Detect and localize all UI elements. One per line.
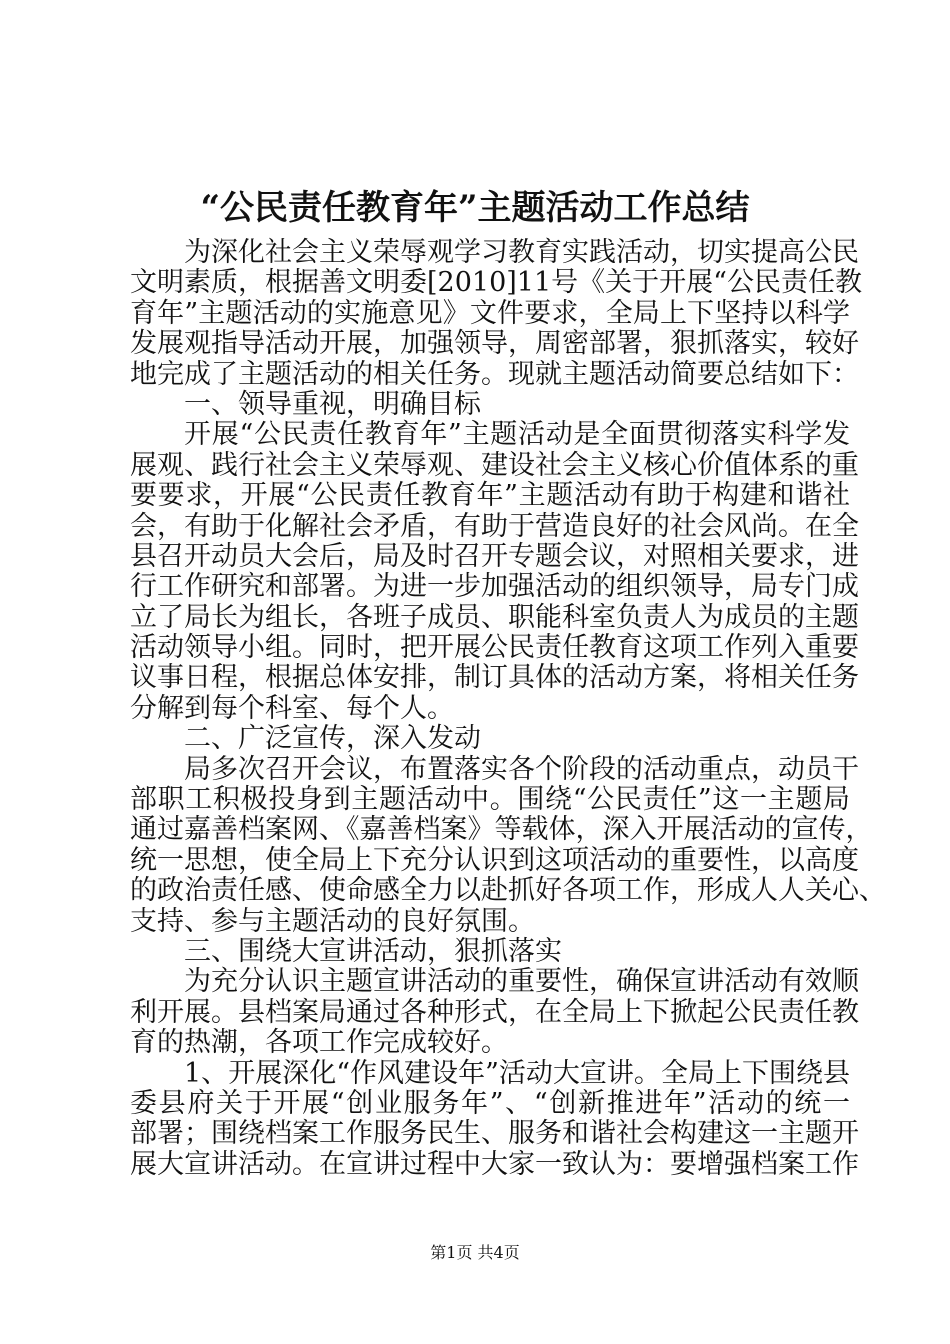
text-line: 一、领导重视，明确目标 (184, 388, 481, 420)
text-line: 展观、践行社会主义荣辱观、建设社会主义核心价值体系的重 (130, 449, 859, 481)
text-line: 支持、参与主题活动的良好氛围。 (130, 905, 535, 937)
text-line: 部职工积极投身到主题活动中。围绕“公民责任”这一主题局 (130, 784, 850, 816)
document-title: “公民责任教育年”主题活动工作总结 (200, 188, 750, 228)
text-line: 县召开动员大会后，局及时召开专题会议，对照相关要求，进 (130, 540, 859, 572)
text-line: 育的热潮，各项工作完成较好。 (130, 1027, 508, 1059)
document-body (130, 237, 886, 1180)
text-line: 1、开展深化“作风建设年”活动大宣讲。全局上下围绕县 (184, 1057, 850, 1089)
text-line: 的政治责任感、使命感全力以赴抓好各项工作，形成人人关心、 (130, 875, 886, 907)
text-line: 为充分认识主题宣讲活动的重要性，确保宣讲活动有效顺 (184, 966, 859, 998)
text-line: 分解到每个科室、每个人。 (130, 692, 454, 724)
text-line: 二、广泛宣传，深入发动 (184, 723, 481, 755)
page-number: 第1页 共4页 (430, 1243, 520, 1262)
text-line: 开展“公民责任教育年”主题活动是全面贯彻落实科学发 (184, 419, 850, 451)
text-line: 发展观指导活动开展，加强领导，周密部署，狠抓落实，较好 (130, 328, 859, 360)
text-line: 文明素质，根据善文明委[2010]11号《关于开展“公民责任教 (130, 267, 862, 299)
text-line: 利开展。县档案局通过各种形式，在全局上下掀起公民责任教 (130, 996, 859, 1028)
text-line: 活动领导小组。同时，把开展公民责任教育这项工作列入重要 (130, 632, 859, 664)
text-line: 统一思想，使全局上下充分认识到这项活动的重要性，以高度 (130, 844, 859, 876)
text-line: 部署；围绕档案工作服务民生、服务和谐社会构建这一主题开 (130, 1118, 859, 1150)
text-line: 立了局长为组长，各班子成员、职能科室负责人为成员的主题 (130, 601, 859, 633)
text-line: 要要求，开展“公民责任教育年”主题活动有助于构建和谐社 (130, 480, 850, 512)
text-line: 委县府关于开展“创业服务年”、“创新推进年”活动的统一 (130, 1087, 850, 1119)
text-line: 三、围绕大宣讲活动，狠抓落实 (184, 935, 562, 967)
text-line: 行工作研究和部署。为进一步加强活动的组织领导，局专门成 (130, 571, 859, 603)
text-line: 地完成了主题活动的相关任务。现就主题活动简要总结如下： (130, 358, 859, 390)
text-line: 议事日程，根据总体安排，制订具体的活动方案，将相关任务 (130, 662, 859, 694)
text-line: 通过嘉善档案网、《嘉善档案》等载体，深入开展活动的宣传， (130, 814, 873, 846)
text-line: 会，有助于化解社会矛盾，有助于营造良好的社会风尚。在全 (130, 510, 859, 542)
text-line: 为深化社会主义荣辱观学习教育实践活动，切实提高公民 (184, 237, 859, 268)
text-line: 育年”主题活动的实施意见》文件要求，全局上下坚持以科学 (130, 297, 850, 329)
text-line: 展大宣讲活动。在宣讲过程中大家一致认为：要增强档案工作 (130, 1148, 859, 1180)
text-line: 局多次召开会议，布置落实各个阶段的活动重点，动员干 (184, 753, 859, 785)
